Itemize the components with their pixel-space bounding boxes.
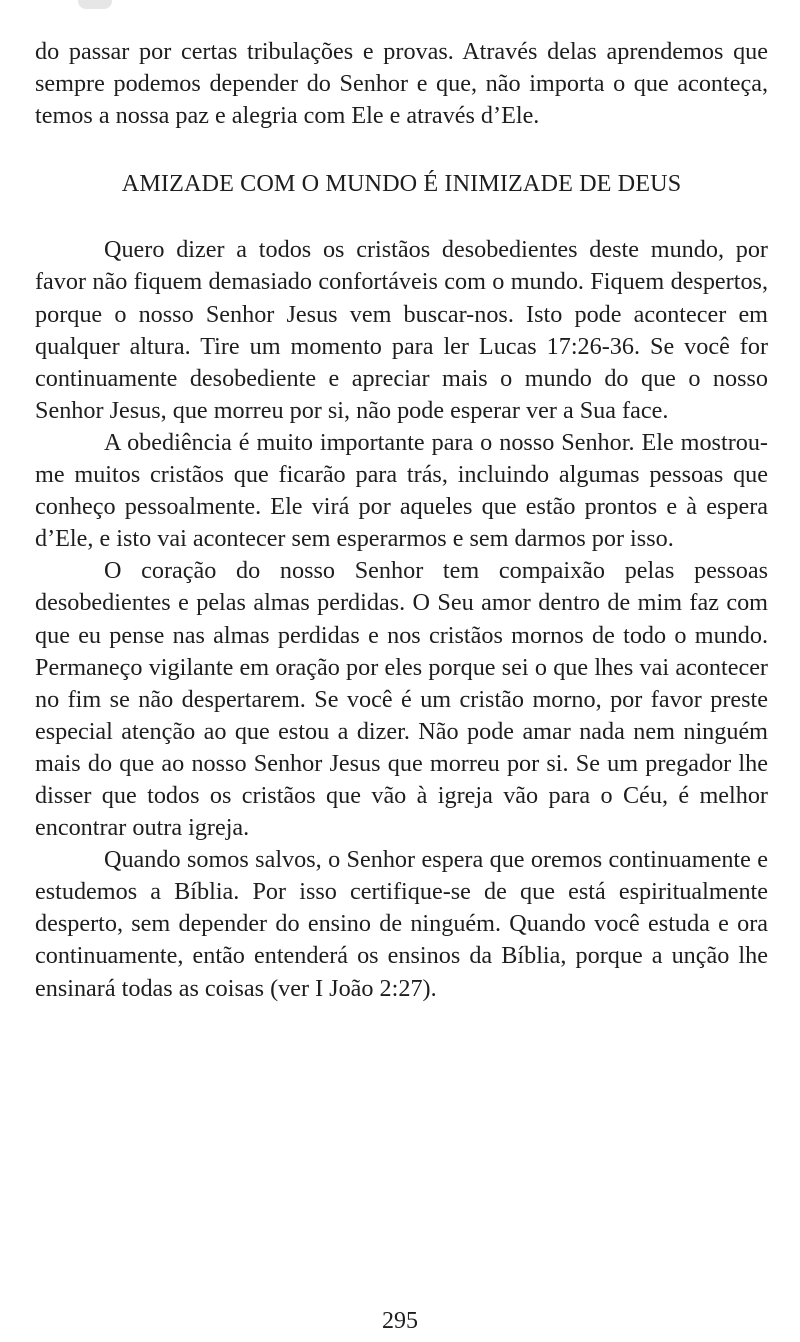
body-text: [35, 36, 768, 1005]
section-heading: AMIZADE COM O MUNDO É INIMIZADE DE DEUS: [121, 170, 682, 198]
paragraph: Quero dizer a todos os cristãos desobedientes deste mundo, por favor não fiquem demasiado confortáveis com o mundo. Fiquem despertos, porque o nosso Senhor Jesus vem buscar-nos. Isto pode acontecer em qualquer altura. Tire um momento para ler Lucas 17:26-36. Se você for continuamente desobediente e apreciar mais o mundo do que o nosso Senhor Jesus, que morreu por si, não pode esperar ver a Sua face.: [35, 236, 768, 424]
paragraph: O coração do nosso Senhor tem compaixão pelas pessoas desobedientes e pelas almas perdidas. O Seu amor dentro de mim faz com que eu pense nas almas perdidas e nos cristãos mornos de todo o mundo. Permaneço vigilante em oração por eles porque sei o que lhes vai acontecer no fim se não despertarem. Se você é um cristão morno, por favor preste especial atenção ao que estou a dizer. Não pode amar nada nem ninguém mais do que ao nosso Senhor Jesus que morreu por si. Se um pregador lhe disser que todos os cristãos que vão à igreja vão para o Céu, é melhor encontrar outra igreja.: [35, 557, 768, 842]
paragraph: A obediência é muito importante para o nosso Senhor. Ele mostrou-me muitos cristãos que ficarão para trás, incluindo algumas pessoas que conheço pessoalmente. Ele virá por aqueles que estão prontos e à espera d’Ele, e isto vai acontecer sem esperarmos e sem darmos por isso.: [35, 428, 768, 553]
opening-paragraph: do passar por certas tribulações e provas. Através delas aprendemos que sempre podemos depender do Senhor e que, não importa o que aconteça, temos a nossa paz e alegria com Ele e através d’Ele.: [35, 38, 768, 130]
scan-corner-mark: [78, 0, 112, 9]
paragraph: Quando somos salvos, o Senhor espera que oremos continuamente e estudemos a Bíblia. Por isso certifique-se de que está espiritualmente desperto, sem depender do ensino de ninguém. Quando você estuda e ora continuamente, então entenderá os ensinos da Bíblia, porque a unção lhe ensinará todas as coisas (ver I João 2:27).: [35, 846, 768, 1002]
page-number: 295: [382, 1308, 418, 1334]
